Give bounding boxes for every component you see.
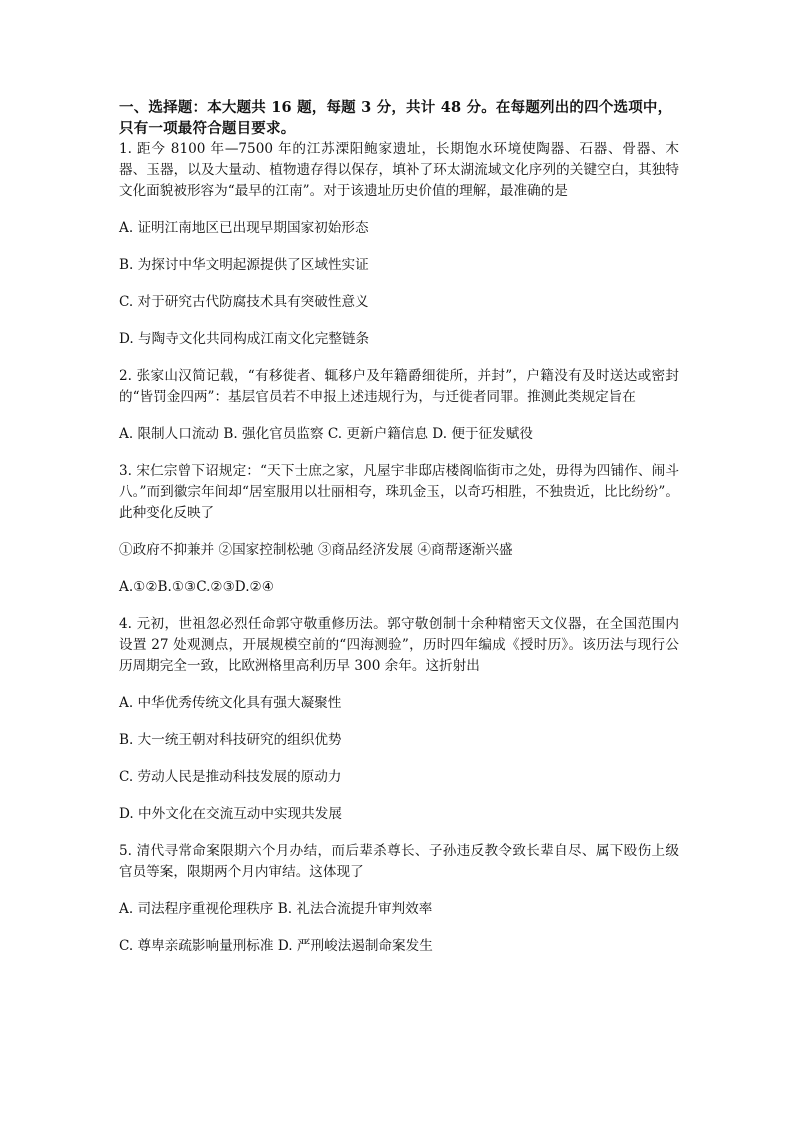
question-1-stem: 1. 距今 8100 年—7500 年的江苏溧阳鲍家遗址，长期饱水环境使陶器、石器、骨器、木器、玉器，以及大量动、植物遗存得以保存，填补了环太湖流域文化序列的关键空白，其独特文化面貌被形容为“最早的江南”。对于该遗址历史价值的理解，最准确的是 — [119, 141, 679, 199]
question-1-option-d: D. 与陶寺文化共同构成江南文化完整链条 — [119, 331, 370, 347]
question-4-option-c: C. 劳动人民是推动科技发展的原动力 — [119, 769, 342, 785]
question-1-option-a: A. 证明江南地区已出现早期国家初始形态 — [119, 220, 369, 236]
question-4-stem: 4. 元初，世祖忽必烈任命郭守敬重修历法。郭守敬创制十余种精密天文仪器，在全国范围内设置 27 处观测点，开展规模空前的“四海测验”，历时四年编成《授时历》。该历法与现行公历周期完全一致，比欧洲格里高利历早 300 余年。这折射出 — [119, 616, 679, 674]
question-1-option-c: C. 对于研究古代防腐技术具有突破性意义 — [119, 294, 369, 310]
question-4-option-b: B. 大一统王朝对科技研究的组织优势 — [119, 732, 342, 748]
question-5-stem: 5. 清代寻常命案限期六个月办结，而后辈杀尊长、子孙违反教令致长辈自尽、属下殴伤上级官员等案，限期两个月内审结。这体现了 — [119, 843, 679, 880]
question-4-option-d: D. 中外文化在交流互动中实现共发展 — [119, 806, 342, 822]
question-2-options: A. 限制人口流动 B. 强化官员监察 C. 更新户籍信息 D. 便于征发赋役 — [119, 426, 533, 442]
document-page — [119, 97, 679, 957]
question-4-option-a: A. 中华优秀传统文化具有强大凝聚性 — [119, 695, 342, 711]
question-2-stem: 2. 张家山汉简记载，“有移徙者、辄移户及年籍爵细徙所，并封”，户籍没有及时送达或密封的“皆罚金四两”：基层官员若不申报上述违规行为，与迁徙者同罪。推测此类规定旨在 — [119, 368, 679, 405]
question-1-option-b: B. 为探讨中华文明起源提供了区域性实证 — [119, 257, 369, 273]
question-3-statements: ①政府不抑兼并 ②国家控制松驰 ③商品经济发展 ④商帮逐渐兴盛 — [119, 542, 513, 558]
question-5-options-cd: C. 尊卑亲疏影响量刑标准 D. 严刑峻法遏制命案发生 — [119, 938, 433, 954]
section-heading: 一、选择题：本大题共 16 题，每题 3 分，共计 48 分。在每题列出的四个选项中，只有一项最符合题目要求。 — [119, 99, 673, 137]
question-5-options-ab: A. 司法程序重视伦理秩序 B. 礼法合流提升审判效率 — [119, 901, 433, 917]
question-3-options: A.①②B.①③C.②③D.②④ — [119, 579, 274, 595]
question-3-stem: 3. 宋仁宗曾下诏规定：“天下士庶之家，凡屋宇非邸店楼阁临街市之处，毋得为四铺作、闹斗八。”而到徽宗年间却“居室服用以壮丽相夸，珠玑金玉，以奇巧相胜，不独贵近，比比纷纷”。此种变化反映了 — [119, 463, 679, 521]
